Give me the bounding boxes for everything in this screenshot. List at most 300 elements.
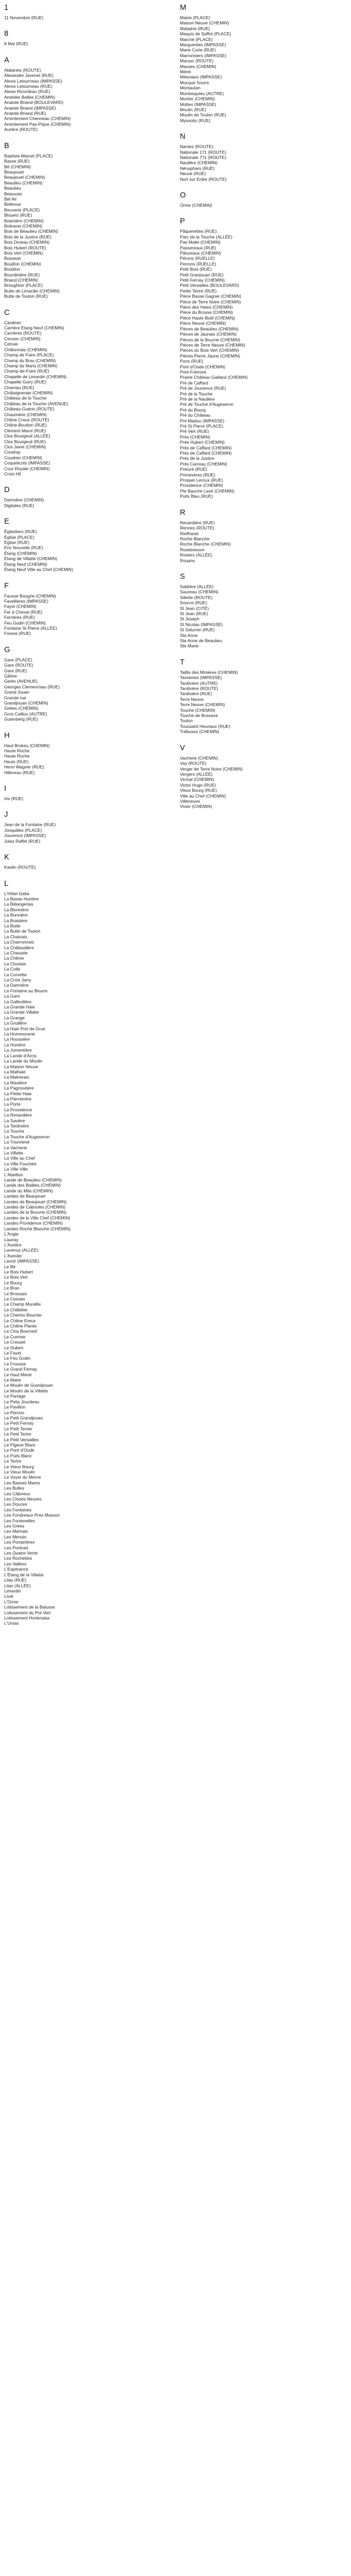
street-entry[interactable]: Gare (PLACE) <box>4 657 32 662</box>
street-entry[interactable]: L'Aurière <box>4 1242 22 1247</box>
street-entry[interactable]: Chapelle Guiry (RUE) <box>4 379 46 385</box>
street-entry[interactable]: Beaujouet <box>4 169 24 175</box>
street-entry[interactable]: Sablière (ALLÉE) <box>180 583 214 589</box>
street-entry[interactable]: Les Fontaines <box>4 1507 32 1512</box>
street-entry[interactable]: Pré de Caffard <box>180 380 209 386</box>
street-entry[interactable]: Pièce de Terre Noire (CHEMIN) <box>180 299 241 304</box>
street-entry[interactable]: Marché (PLACE) <box>180 36 213 42</box>
street-entry[interactable]: Roche Blanche <box>180 536 210 541</box>
street-entry[interactable]: St Saturnin (RUE) <box>180 627 215 633</box>
street-entry[interactable]: La Vacherie <box>4 1145 28 1150</box>
street-entry[interactable]: La Grange <box>4 1015 25 1020</box>
street-entry[interactable]: Champ du Maris (CHEMIN) <box>4 363 58 368</box>
street-entry[interactable]: Haute Roche <box>4 748 30 754</box>
street-entry[interactable]: Le Petit Versailles <box>4 1437 39 1442</box>
street-entry[interactable]: Bel Air <box>4 196 17 202</box>
street-entry[interactable]: Aurière (ROUTE) <box>4 127 38 132</box>
street-entry[interactable]: Baptiste Marcet (PLACE) <box>4 153 53 158</box>
street-entry[interactable]: Touche de Bossave <box>180 713 218 719</box>
street-entry[interactable]: Landes Roche Blanche (CHEMIN) <box>4 1226 71 1231</box>
street-entry[interactable]: Grèles (CHEMIN) <box>4 706 38 711</box>
street-entry[interactable]: La Trionnerie <box>4 1139 30 1145</box>
street-entry[interactable]: La Châtaudière <box>4 945 34 950</box>
street-entry[interactable]: Clos Bourgeuil (ALLÉE) <box>4 433 50 439</box>
street-entry[interactable]: Chêne-Boutton (RUE) <box>4 422 47 428</box>
street-entry[interactable]: Pièces de la Bourrie (CHEMIN) <box>180 337 240 342</box>
street-entry[interactable]: Maison Neuve (CHEMIN) <box>180 20 229 26</box>
street-entry[interactable]: Jules Raffet (RUE) <box>4 838 41 844</box>
street-entry[interactable]: Maladrie (RUE) <box>180 25 210 31</box>
street-entry[interactable]: La Butte <box>4 923 21 928</box>
street-entry[interactable]: Digitales (RUE) <box>4 502 34 508</box>
street-entry[interactable]: Mortier (CHEMIN) <box>180 96 215 102</box>
street-entry[interactable]: La Corvette <box>4 972 27 977</box>
street-entry[interactable]: Beuverie (PLACE) <box>4 207 40 213</box>
street-entry[interactable]: La Haie Port de Grue <box>4 1026 46 1031</box>
street-entry[interactable]: Vieux Bourg (RUE) <box>180 788 217 793</box>
street-entry[interactable]: Marsac (ROUTE) <box>180 58 214 64</box>
street-entry[interactable]: Les Bulles <box>4 1485 24 1491</box>
street-entry[interactable]: Mocque Souris <box>180 79 209 85</box>
street-entry[interactable]: Chaumière (CHEMIN) <box>4 411 47 417</box>
street-entry[interactable]: Vicinal (CHEMIN) <box>180 777 214 782</box>
street-entry[interactable]: Pré de Jouvence (RUE) <box>180 386 226 391</box>
street-entry[interactable]: L'Angle <box>4 1231 19 1237</box>
street-entry[interactable]: Perrons (RUELLE) <box>180 261 216 267</box>
street-entry[interactable]: Le Bois Vert <box>4 1274 28 1280</box>
street-entry[interactable]: Renardière (RUE) <box>180 520 215 525</box>
street-entry[interactable]: Pérons (RUELLE) <box>180 256 215 261</box>
street-entry[interactable]: Clos Bourgeuil (RUE) <box>4 439 46 444</box>
street-entry[interactable]: Ste Anne <box>180 632 198 638</box>
street-entry[interactable]: Masses (CHEMIN) <box>180 63 216 69</box>
street-entry[interactable]: Parc de la Touche (ALLÉE) <box>180 234 232 240</box>
street-entry[interactable]: Bois Vert (CHEMIN) <box>4 250 43 256</box>
street-entry[interactable]: Prieuré (RUE) <box>180 467 207 472</box>
street-entry[interactable]: Lilas (ALLÉE) <box>4 1583 31 1588</box>
street-entry[interactable]: Grande rue <box>4 695 27 700</box>
street-entry[interactable]: La Touche <box>4 1128 24 1134</box>
street-entry[interactable]: Source (RUE) <box>180 600 207 606</box>
street-entry[interactable]: Pons (RUE) <box>180 358 203 364</box>
street-entry[interactable]: Vergers (ALLÉE) <box>180 771 213 777</box>
street-entry[interactable]: Le Dubert <box>4 1345 23 1350</box>
street-entry[interactable]: La Maison Neuve <box>4 1064 38 1069</box>
street-entry[interactable]: Villeneuve <box>180 798 200 804</box>
street-entry[interactable]: La Ville Fouchée <box>4 1161 37 1166</box>
street-entry[interactable]: La Pagnoutière <box>4 1085 34 1091</box>
street-entry[interactable]: Châlonnais (CHEMIN) <box>4 347 47 352</box>
street-entry[interactable]: Myosotis (RUE) <box>180 117 211 123</box>
street-entry[interactable]: La Lande d'Arcis <box>4 1053 37 1058</box>
street-entry[interactable]: Étang (CHEMIN) <box>4 550 37 556</box>
street-entry[interactable]: Pré du Château <box>180 413 211 418</box>
street-entry[interactable]: Moulin (RUE) <box>180 107 206 112</box>
street-entry[interactable]: Le Frousse <box>4 1361 26 1366</box>
street-entry[interactable]: Heuls (RUE) <box>4 759 29 764</box>
street-entry[interactable]: Coudrier (CHEMIN) <box>4 455 43 460</box>
street-entry[interactable]: Arrentement Chenneau (CHEMIN) <box>4 116 71 122</box>
street-entry[interactable]: Rosiers (ALLÉE) <box>180 552 213 558</box>
street-entry[interactable]: Butte de Limardin (CHEMIN) <box>4 288 60 294</box>
street-entry[interactable]: Marronniers (IMPASSE) <box>180 52 227 58</box>
street-entry[interactable]: Clément Marot (RUE) <box>4 428 46 433</box>
street-entry[interactable]: Le Champ Murallle <box>4 1302 41 1307</box>
street-entry[interactable]: La Grande Villatte <box>4 1010 39 1015</box>
street-entry[interactable]: 8 Mai (RUE) <box>4 41 29 47</box>
street-entry[interactable]: Pré du Bourg <box>180 407 206 413</box>
street-entry[interactable]: Anatole Briand (BOULEVARD) <box>4 100 63 105</box>
street-entry[interactable]: Le Clos Bourned' <box>4 1329 37 1334</box>
street-entry[interactable]: Le Châtelier <box>4 1307 28 1312</box>
street-entry[interactable]: Pte Bauche Lavé (CHEMIN) <box>180 488 235 494</box>
street-entry[interactable]: Bellevue <box>4 202 21 207</box>
street-entry[interactable]: Anatole Briand (RUE) <box>4 111 46 116</box>
street-entry[interactable]: Champ de Foire (PLACE) <box>4 352 54 358</box>
street-entry[interactable]: Château de la Touche <box>4 395 47 401</box>
street-entry[interactable]: Le Cormier <box>4 1334 26 1339</box>
street-entry[interactable]: 11 Novembre (RUE) <box>4 15 44 20</box>
street-entry[interactable]: Bouldon <box>4 267 20 272</box>
street-entry[interactable]: Bouillon (CHEMIN) <box>4 261 41 267</box>
street-entry[interactable]: Beauvais <box>4 191 22 196</box>
street-entry[interactable]: Le Creuset <box>4 1339 25 1345</box>
street-entry[interactable]: Bois de la Justice (RUE) <box>4 234 51 240</box>
street-entry[interactable]: Les Pomprières <box>4 1539 35 1545</box>
street-entry[interactable]: Le Moulin de Grandjouan <box>4 1383 54 1388</box>
street-entry[interactable]: Le Vieux Moulin <box>4 1469 35 1475</box>
street-entry[interactable]: Landes Providence (CHEMIN) <box>4 1220 63 1226</box>
street-entry[interactable]: Le Bourg <box>4 1280 22 1285</box>
street-entry[interactable]: Jonquilles (PLACE) <box>4 827 42 833</box>
street-entry[interactable]: Pré Vert (RUE) <box>180 429 209 434</box>
street-entry[interactable]: Château-Guérin (ROUTE) <box>4 406 55 412</box>
street-entry[interactable]: Le Pavillon <box>4 1404 25 1410</box>
street-entry[interactable]: Haute Roche <box>4 753 30 759</box>
street-entry[interactable]: Nort sur Erdre (ROUTE) <box>180 176 227 182</box>
street-entry[interactable]: Le Brossais <box>4 1291 27 1296</box>
street-entry[interactable]: Victor Hugo (RUE) <box>180 782 216 788</box>
street-entry[interactable]: Champ du Bras (CHEMIN) <box>4 357 56 363</box>
street-entry[interactable]: Rieffranel <box>180 530 199 536</box>
street-entry[interactable]: La Hunière <box>4 1042 25 1047</box>
street-entry[interactable]: Beaulieu <box>4 185 21 191</box>
street-entry[interactable]: Nationale 171 (ROUTE) <box>180 149 226 155</box>
street-entry[interactable]: Rouans <box>180 557 195 563</box>
street-entry[interactable]: Mésnaies (IMPASSE) <box>180 74 222 80</box>
street-entry[interactable]: Pré de Touche d'Augeseron <box>180 402 233 407</box>
street-entry[interactable]: Roseboeuve <box>180 547 205 552</box>
street-entry[interactable]: Alexis Letourneau (IMPASSE) <box>4 78 62 84</box>
street-entry[interactable]: Les Quatre Vents <box>4 1550 38 1556</box>
street-entry[interactable]: Eric Nouvelle (RUE) <box>4 545 43 551</box>
street-entry[interactable]: La Fontaine au Beurre <box>4 988 48 993</box>
street-entry[interactable]: Trébuses (CHEMIN) <box>180 729 219 735</box>
street-entry[interactable]: Carrières (ROUTE) <box>4 330 42 336</box>
street-entry[interactable]: Hillereau (RUE) <box>4 769 35 775</box>
street-entry[interactable]: Pièce Basse Gagner (CHEMIN) <box>180 294 241 299</box>
street-entry[interactable]: Mottes (IMPASSE) <box>180 101 216 107</box>
street-entry[interactable]: Limardin <box>4 1588 21 1594</box>
street-entry[interactable]: La Croix Jarry <box>4 977 32 982</box>
street-entry[interactable]: Mérel <box>180 69 191 75</box>
street-entry[interactable]: Le Bran <box>4 1285 20 1291</box>
street-entry[interactable]: Le Censier <box>4 1296 25 1302</box>
street-entry[interactable]: Toulon <box>180 718 193 724</box>
street-entry[interactable]: Marguerites (IMPASSE) <box>180 42 226 48</box>
street-entry[interactable]: Lavoir (IMPASSE) <box>4 1258 40 1264</box>
street-entry[interactable]: La Grande Haie <box>4 1004 35 1010</box>
street-entry[interactable]: Terre Neuve <box>180 696 204 702</box>
street-entry[interactable]: Georges Clemenceau (RUE) <box>4 684 60 689</box>
street-entry[interactable]: Petit Fernay (CHEMIN) <box>180 277 225 283</box>
street-entry[interactable]: Le Puits Blanc <box>4 1453 32 1458</box>
street-entry[interactable]: Fayet (CHEMIN) <box>4 604 36 609</box>
street-entry[interactable]: Pièces de Beaulieu (CHEMIN) <box>180 326 239 331</box>
street-entry[interactable]: Les Rochettes <box>4 1556 32 1561</box>
street-entry[interactable]: Lilas (RUE) <box>4 1577 27 1583</box>
street-entry[interactable]: Prés de Caffard (CHEMIN) <box>180 450 232 456</box>
street-entry[interactable]: Le Chêne Ereux <box>4 1318 36 1323</box>
street-entry[interactable]: Croix-Hil <box>4 471 21 477</box>
street-entry[interactable]: Pont Frémont <box>180 369 206 375</box>
street-entry[interactable]: Les Grées <box>4 1523 24 1529</box>
street-entry[interactable]: Cardinet <box>4 320 21 325</box>
street-entry[interactable]: Étang Neuf (CHEMIN) <box>4 561 47 567</box>
street-entry[interactable]: Le Petit Fernay <box>4 1420 34 1426</box>
street-entry[interactable]: Pièces de Terre Neuve (CHEMIN) <box>180 342 245 348</box>
street-entry[interactable]: Gare (RUE) <box>4 668 28 673</box>
street-entry[interactable]: Sauzeau (CHEMIN) <box>180 589 219 595</box>
street-entry[interactable]: Favellières (IMPASSE) <box>4 598 49 604</box>
street-entry[interactable]: Lival <box>4 1594 14 1599</box>
street-entry[interactable]: Lavenus (ALLÉE) <box>4 1247 38 1253</box>
street-entry[interactable]: Fer à Cheval (RUE) <box>4 609 43 615</box>
street-entry[interactable]: Les Closés Neuves <box>4 1496 42 1502</box>
street-entry[interactable]: La Gruillère <box>4 1020 27 1026</box>
street-entry[interactable]: La Damoline <box>4 982 29 988</box>
street-entry[interactable]: Alexis Letourneau (RUE) <box>4 84 53 89</box>
street-entry[interactable]: L'Ursas <box>4 1621 19 1626</box>
street-entry[interactable]: Les Fondreaux Pres Masson <box>4 1512 60 1518</box>
street-entry[interactable]: Landes de la Ville Chef (CHEMIN) <box>4 1215 70 1220</box>
street-entry[interactable]: Bossean <box>4 256 21 261</box>
street-entry[interactable]: Grand Jouan <box>4 689 30 695</box>
street-entry[interactable]: Jean de la Fontaine (RUE) <box>4 822 56 828</box>
street-entry[interactable]: Le Pigeon Blanc <box>4 1442 36 1448</box>
street-entry[interactable]: La Tardivière <box>4 1123 29 1128</box>
street-entry[interactable]: Broughton (PLACE) <box>4 283 43 288</box>
street-entry[interactable]: Taillis des Minières (CHEMIN) <box>180 669 238 675</box>
street-entry[interactable]: La Chausée <box>4 950 28 955</box>
street-entry[interactable]: Roche Blanche (CHEMIN) <box>180 541 231 547</box>
street-entry[interactable]: Pièce des Haies (CHEMIN) <box>180 304 233 310</box>
street-entry[interactable]: Arrentement Pas-Pique (CHEMIN) <box>4 121 71 127</box>
street-entry[interactable]: Le Haut Mérel <box>4 1372 32 1377</box>
street-entry[interactable]: Briand (CHEMIN) <box>4 277 38 283</box>
street-entry[interactable]: Nénuphars (RUE) <box>180 165 215 171</box>
street-entry[interactable]: La Cloutais <box>4 961 26 966</box>
street-entry[interactable]: Toussaint Heuriaux (RUE) <box>180 723 230 729</box>
street-entry[interactable]: Basse (RUE) <box>4 158 30 164</box>
street-entry[interactable]: Tanneries (IMPASSE) <box>180 675 222 681</box>
street-entry[interactable]: Lande du Mila (CHEMIN) <box>4 1188 53 1193</box>
street-entry[interactable]: La Pierreinère <box>4 1096 32 1101</box>
street-entry[interactable]: Feu Godin (CHEMIN) <box>4 620 46 626</box>
street-entry[interactable]: Nationale 771 (ROUTE) <box>180 154 226 160</box>
street-entry[interactable]: Pièces de Jaunais (CHEMIN) <box>180 331 237 337</box>
street-entry[interactable]: Coudray <box>4 449 21 455</box>
street-entry[interactable]: L'Aveuler <box>4 1253 22 1258</box>
street-entry[interactable]: Cour Royale (CHEMIN) <box>4 466 50 471</box>
street-entry[interactable]: Église (PLACE) <box>4 534 35 540</box>
street-entry[interactable]: Montesquieu (AUTRE) <box>180 90 224 96</box>
street-entry[interactable]: Tardivière (AUTRE) <box>180 680 218 686</box>
street-entry[interactable]: Providence (CHEMIN) <box>180 483 223 488</box>
street-entry[interactable]: Neuve (RUE) <box>180 171 206 177</box>
street-entry[interactable]: Le Maire <box>4 1377 21 1383</box>
street-entry[interactable]: Le Tertre <box>4 1458 21 1464</box>
street-entry[interactable]: Censier (CHEMIN) <box>4 336 41 341</box>
street-entry[interactable]: Anatole Briand (IMPASSE) <box>4 105 56 111</box>
street-entry[interactable]: Bolinerie (CHEMIN) <box>4 223 43 229</box>
street-entry[interactable]: Beaujouet (CHEMIN) <box>4 175 45 180</box>
street-entry[interactable]: Pièce du Brosse (CHEMIN) <box>180 310 233 315</box>
street-entry[interactable]: La Savière <box>4 1118 25 1123</box>
street-entry[interactable]: Le Petit Terrier <box>4 1426 33 1431</box>
street-entry[interactable]: La Jumentière <box>4 1047 32 1053</box>
street-entry[interactable]: Orme (CHEMIN) <box>180 202 212 208</box>
street-entry[interactable]: La Villatte <box>4 1150 23 1156</box>
street-entry[interactable]: La Charronnais <box>4 939 34 945</box>
street-entry[interactable]: Étang Neuf Ville au Chef (CHEMIN) <box>4 567 73 573</box>
street-entry[interactable]: Landes de Beaujouet <box>4 1193 46 1199</box>
street-entry[interactable]: Coquelicots (IMPASSE) <box>4 460 50 466</box>
street-entry[interactable]: Ville au Chef (CHEMIN) <box>180 793 226 799</box>
street-entry[interactable]: Chapelle de Limardin (CHEMIN) <box>4 374 67 379</box>
street-entry[interactable]: St Nicolas (IMPASSE) <box>180 621 223 627</box>
street-entry[interactable]: Fontaine St Pierre (ALLÉE) <box>4 625 57 631</box>
street-entry[interactable]: Les Pontrais <box>4 1545 29 1550</box>
street-entry[interactable]: Lande de Beaulieu (CHEMIN) <box>4 1177 62 1183</box>
street-entry[interactable]: Le Feu Godin <box>4 1356 31 1361</box>
street-entry[interactable]: Le Perrion <box>4 1410 24 1415</box>
street-entry[interactable]: Iris (RUE) <box>4 796 23 802</box>
street-entry[interactable]: Pré de la Naulière <box>180 396 215 402</box>
street-entry[interactable]: Pâtureaux (CHEMIN) <box>180 250 222 256</box>
street-entry[interactable]: Églantiers (RUE) <box>4 529 37 535</box>
street-entry[interactable]: Alexandre Javenet (RUE) <box>4 73 54 78</box>
street-entry[interactable]: Charriau (RUE) <box>4 384 34 390</box>
street-entry[interactable]: Prosper Leroux (RUE) <box>180 477 223 483</box>
street-entry[interactable]: La Malnerais <box>4 1074 29 1080</box>
street-entry[interactable]: Butte de Toulon (RUE) <box>4 294 48 299</box>
street-entry[interactable]: Bé (CHEMIN) <box>4 164 31 169</box>
street-entry[interactable]: Le Chêne Plante <box>4 1323 37 1329</box>
street-entry[interactable]: Fausse Bougrie (CHEMIN) <box>4 593 56 599</box>
street-entry[interactable]: Prés de Caffard (CHEMIN) <box>180 445 232 450</box>
street-entry[interactable]: Petit Granjouan (RUE) <box>180 272 224 277</box>
street-entry[interactable]: Les Marnais <box>4 1529 28 1534</box>
street-entry[interactable]: Lande des Bailleis (CHEMIN) <box>4 1183 61 1188</box>
street-entry[interactable]: Passereaux (RUE) <box>180 245 216 250</box>
street-entry[interactable]: Les Menuis <box>4 1534 27 1539</box>
street-entry[interactable]: Le Fayet <box>4 1350 21 1356</box>
street-entry[interactable]: L'Orme <box>4 1599 19 1604</box>
street-entry[interactable]: Le Petit Grandjouan <box>4 1415 43 1420</box>
street-entry[interactable]: Primevères (RUE) <box>180 472 215 477</box>
street-entry[interactable]: Lotissement Hortensias <box>4 1615 50 1621</box>
street-entry[interactable]: Bois Hubert (ROUTE) <box>4 245 46 250</box>
street-entry[interactable]: Gare (ROUTE) <box>4 662 33 668</box>
street-entry[interactable]: Église (RUE) <box>4 540 30 546</box>
street-entry[interactable]: Étang de Villatte (CHEMIN) <box>4 556 57 562</box>
street-entry[interactable]: Lotissement du Pré Vert <box>4 1610 51 1615</box>
street-entry[interactable]: La Braisière <box>4 918 28 923</box>
street-entry[interactable]: Le Petit Tertre <box>4 1431 31 1437</box>
street-entry[interactable]: Pièce Haute Boël (CHEMIN) <box>180 315 235 321</box>
street-entry[interactable]: La Gare <box>4 993 20 999</box>
street-entry[interactable]: Abbarets (ROUTE) <box>4 67 41 73</box>
street-entry[interactable]: Tardivière (ROUTE) <box>180 686 218 692</box>
street-entry[interactable]: Amédée Bollée (CHEMIN) <box>4 94 55 100</box>
street-entry[interactable]: Bois de Beaulieu (CHEMIN) <box>4 229 58 234</box>
street-entry[interactable]: Le Chemin Bourrier <box>4 1312 42 1318</box>
street-entry[interactable]: Le Pont d'Oude <box>4 1448 34 1453</box>
street-entry[interactable]: St Jean (CITÉ) <box>180 605 209 611</box>
street-entry[interactable]: Ferrières (RUE) <box>4 615 35 620</box>
street-entry[interactable]: La Maulière <box>4 1080 27 1085</box>
street-entry[interactable]: La Petite Haie <box>4 1091 32 1096</box>
street-entry[interactable]: La Ville Ville <box>4 1166 28 1172</box>
street-entry[interactable]: Pré de la Touche <box>180 391 213 396</box>
street-entry[interactable]: Bois Doreau (CHEMIN) <box>4 240 50 245</box>
street-entry[interactable]: Le Partage <box>4 1393 25 1399</box>
street-entry[interactable]: Alexis Ricordeau (RUE) <box>4 89 50 95</box>
street-entry[interactable]: Champ-de-Foire (RUE) <box>4 368 49 374</box>
street-entry[interactable]: La Butte de Toulon <box>4 928 41 934</box>
street-entry[interactable]: Le Voyer du Menre <box>4 1475 41 1480</box>
street-entry[interactable]: Grandjouan (CHEMIN) <box>4 700 48 706</box>
street-entry[interactable]: Les Fontenelles <box>4 1518 35 1523</box>
street-entry[interactable]: Terre Neuve (CHEMIN) <box>180 702 225 708</box>
street-entry[interactable]: Cetrais <box>4 341 18 347</box>
street-entry[interactable]: Pré St Pierre (PLACE) <box>180 423 224 429</box>
street-entry[interactable]: La Chainais <box>4 934 28 939</box>
street-entry[interactable]: Jouvence (IMPASSE) <box>4 833 46 839</box>
street-entry[interactable]: Nantes (ROUTE) <box>180 144 213 150</box>
street-entry[interactable]: Prée Hubert (CHEMIN) <box>180 440 225 445</box>
street-entry[interactable]: Landes de Beaujouet (CHEMIN) <box>4 1199 67 1204</box>
street-entry[interactable]: St Jean (RUE) <box>180 610 208 616</box>
street-entry[interactable]: Petit Versailles (BOULEVARD) <box>180 283 239 288</box>
street-entry[interactable]: La Bonnière <box>4 912 28 918</box>
street-entry[interactable]: Landes de la Bouvrie (CHEMIN) <box>4 1210 67 1215</box>
street-entry[interactable]: L'Espérance <box>4 1566 29 1572</box>
street-entry[interactable]: Vacherie (CHEMIN) <box>180 755 218 761</box>
street-entry[interactable]: La Hommonerie <box>4 1031 35 1037</box>
street-entry[interactable]: Le Grand Fernay <box>4 1366 37 1372</box>
street-entry[interactable]: Le Bé <box>4 1264 16 1269</box>
street-entry[interactable]: Launay <box>4 1237 19 1242</box>
street-entry[interactable]: Naulière (CHEMIN) <box>180 160 218 166</box>
street-entry[interactable]: La Houssière <box>4 1037 30 1042</box>
street-entry[interactable]: Prés Carreau (CHEMIN) <box>180 461 227 467</box>
street-entry[interactable]: Moulin de Toulon (RUE) <box>180 112 226 118</box>
street-entry[interactable]: Châtaigneraie (CHEMIN) <box>4 390 53 395</box>
street-entry[interactable]: Les Câbrreux <box>4 1491 31 1496</box>
street-entry[interactable]: Haut Brokeu (CHEMIN) <box>4 742 50 748</box>
